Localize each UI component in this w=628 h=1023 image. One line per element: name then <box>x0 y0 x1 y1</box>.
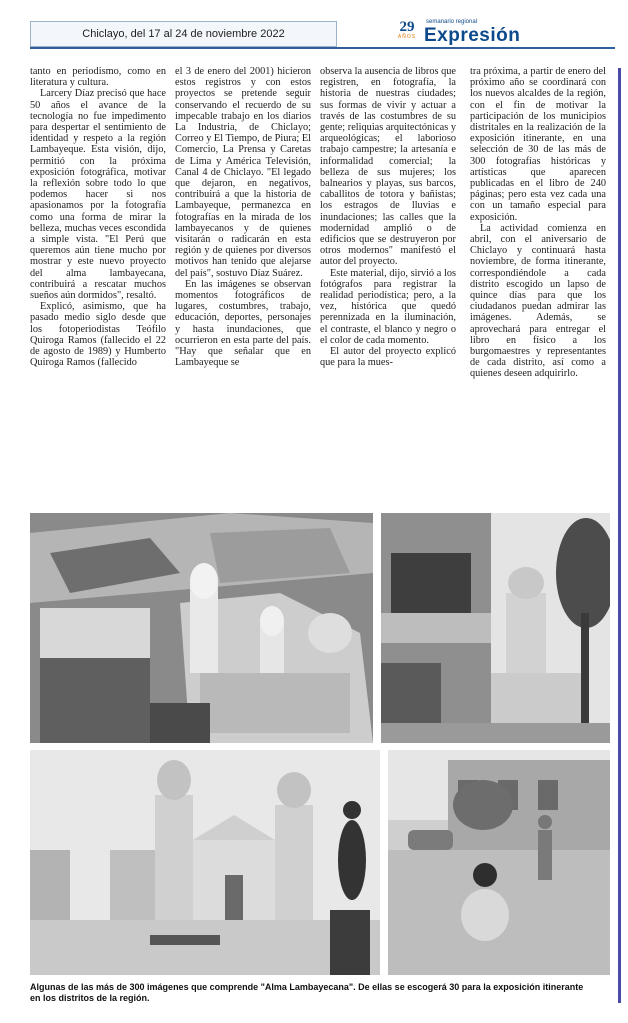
text-column-1 <box>30 66 166 368</box>
anniversary-badge <box>392 20 422 40</box>
paragraph: Este material, dijo, sirvió a los fotógrafos para registrar la realidad periodística; pero, a la vez, histórica que quedó perennizada en la iluminación, el contraste, el blanco y negro o el color de cada momento. <box>320 267 456 346</box>
header-rule <box>30 47 615 49</box>
paragraph: el 3 de enero del 2001) hicieron estos registros y con estos proyectos se pretende seguir conservando el recuerdo de su impecable trabajo en los diarios La Industria, de Chiclayo; Correo y El Tiempo, de Piura; El Comercio, La Prensa y Caretas de Lima y América Televisión, Canal 4 de Chiclayo. "El legado que dejaron, en negativos, contribuirá a que la historia de Lambayeque, permanezca en fotografías en la mirada de los lambayecanos y de quienes visitarán o radicarán en esta región y de quienes por diversos motivos han tenido que alejarse del país", sostuvo Díaz Suárez. <box>175 66 311 279</box>
paragraph: La actividad comienza en abril, con el aniversario de Chiclayo y continuará hasta noviembre, de forma itinerante, correspondiéndole a cada distrito escogido un lapso de quince días para que los ciudadanos puedan admirar las imágenes. Además, se aprovechará para entregar el libro en físico a los burgomaestres y representantes de cada distrito, así como a quienes deseen adquirirlo. <box>470 222 606 380</box>
page-side-bar <box>618 68 621 1003</box>
paragraph: observa la ausencia de libros que registren, en fotografía, la historia de nuestras ciudades; sus formas de vivir y actuar a través de las costumbres de su gente; reliquias arquitectónicas y arqueológicas; el laborioso trabajo campestre; la artesanía e informalidad comercial; la belleza de sus mujeres; los balnearios y playas, sus barcos, caballitos de totora y bañistas; los estragos de lluvias e inundaciones; las calles que la modernidad amplió o de edificios que se destruyeron por otros modernos" manifestó el autor del proyecto. <box>320 66 456 268</box>
photo-caption: Algunas de las más de 300 imágenes que comprende "Alma Lambayecana". De ellas se escogerá 30 para la exposición itinerante en los distritos de la región. <box>30 982 584 1003</box>
paragraph: tra próxima, a partir de enero del próximo año se coordinará con los nuevos alcaldes de la región, con el fin de motivar la participación de los municipios distritales en la realización de la exposición itinerante, en una selección de 30 de las más de 300 fotografías históricas y artísticas que aparecen publicadas en el libro de 240 páginas; pero esta vez cada una con un tamaño especial para exposición. <box>470 66 606 223</box>
dateline-box <box>30 21 337 47</box>
paragraph: Larcery Díaz precisó que hace 50 años el avance de la tecnología no fue impedimento para despertar el sentimiento de identidad y respeto a la región Lambayeque. Esta visión, dijo, permitió con la próxima exposición fotográfica, motivar la reflexión sobre todo lo que podemos hacer si nos apasionamos por la fotografía como una forma de mirar la belleza, muchas veces escondida a simple vista. "El Perú que queremos aún tiene mucho por mostrar y este nuevo proyecto del alma lambayecana, contribuirá a rescatar muchos sueños aún dormidos", resaltó. <box>30 88 166 302</box>
text-column-2 <box>175 66 311 368</box>
newspaper-logo[interactable] <box>392 18 582 46</box>
logo-subtitle: semanario regional <box>426 19 478 25</box>
paragraph: tanto en periodismo, como en literatura y cultura. <box>30 66 166 89</box>
church-tower-photo <box>381 513 610 743</box>
page-header <box>30 18 615 48</box>
text-column-3 <box>320 66 456 368</box>
paragraph: El autor del proyecto explicó que para la mues- <box>320 346 456 369</box>
anniversary-years: 29 <box>399 19 415 35</box>
aerial-cathedral-photo <box>30 513 373 743</box>
paragraph: Explicó, asimismo, que ha pasado medio siglo desde que los fotoperiodistas Teófilo Quiroga Ramos (fallecido el 22 de agosto de 1989) y Humberto Quiroga Ramos (fallecido <box>30 301 166 369</box>
cathedral-facade-photo <box>30 750 380 975</box>
text-column-4 <box>470 66 606 380</box>
plaza-street-photo <box>388 750 610 975</box>
anniversary-label: AÑOS <box>397 34 417 40</box>
logo-name: Expresión <box>424 25 521 46</box>
dateline: Chiclayo, del 17 al 24 de noviembre 2022 <box>82 28 285 40</box>
paragraph: En las imágenes se observan momentos fotográficos de lugares, costumbres, trabajo, educación, deportes, personajes y hasta inundaciones, que ocurrieron en esta parte del país. "Hay que señalar que en Lambayeque se <box>175 278 311 369</box>
